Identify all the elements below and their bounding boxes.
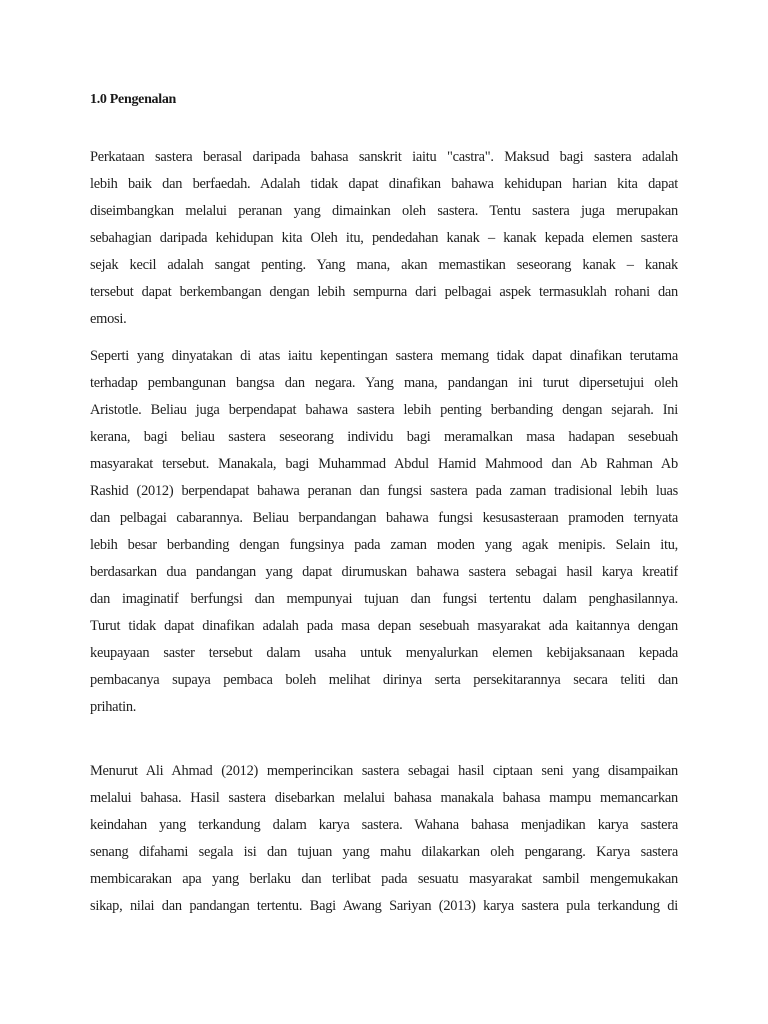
paragraph-line: Menurut Ali Ahmad (2012) memperincikan sastera sebagai hasil ciptaan seni yang disampaikan	[90, 763, 678, 779]
paragraph-line: keindahan yang terkandung dalam karya sastera. Wahana bahasa menjadikan karya sastera	[90, 817, 678, 833]
paragraph-line: Turut tidak dapat dinafikan adalah pada masa depan sesebuah masyarakat ada kaitannya dengan	[90, 618, 678, 634]
paragraph-line: dan imaginatif berfungsi dan mempunyai tujuan dan fungsi tertentu dalam penghasilannya.	[90, 591, 678, 607]
paragraph-line: Aristotle. Beliau juga berpendapat bahawa sastera lebih penting berbanding dengan sejarah. Ini	[90, 402, 678, 418]
paragraph-line: emosi.	[90, 311, 127, 327]
paragraph-line: prihatin.	[90, 699, 137, 715]
paragraph-line: dan pelbagai cabarannya. Beliau berpandangan bahawa fungsi kesusasteraan pramoden ternyata	[90, 510, 678, 526]
paragraph-line: pembacanya supaya pembaca boleh melihat dirinya serta persekitarannya secara teliti dan	[90, 672, 678, 688]
paragraph-line: membicarakan apa yang berlaku dan terlibat pada sesuatu masyarakat sambil mengemukakan	[90, 871, 678, 887]
paragraph-line: masyarakat tersebut. Manakala, bagi Muhammad Abdul Hamid Mahmood dan Ab Rahman Ab	[90, 456, 678, 472]
paragraph-line: kerana, bagi beliau sastera seseorang individu bagi meramalkan masa hadapan sesebuah	[90, 429, 678, 445]
paragraph-line: sikap, nilai dan pandangan tertentu. Bagi Awang Sariyan (2013) karya sastera pula terkandung di	[90, 898, 678, 914]
paragraph-line: Seperti yang dinyatakan di atas iaitu kepentingan sastera memang tidak dapat dinafikan terutama	[90, 348, 678, 364]
paragraph-line: terhadap pembangunan bangsa dan negara. Yang mana, pandangan ini turut dipersetujui oleh	[90, 375, 678, 391]
paragraph-line: melalui bahasa. Hasil sastera disebarkan melalui bahasa manakala bahasa mampu memancarkan	[90, 790, 678, 806]
paragraph-line: sejak kecil adalah sangat penting. Yang mana, akan memastikan seseorang kanak – kanak	[90, 257, 678, 273]
paragraph-line: senang difahami segala isi dan tujuan yang mahu dilakarkan oleh pengarang. Karya sastera	[90, 844, 678, 860]
paragraph-line: berdasarkan dua pandangan yang dapat dirumuskan bahawa sastera sebagai hasil karya kreatif	[90, 564, 678, 580]
paragraph-line: diseimbangkan melalui peranan yang dimainkan oleh sastera. Tentu sastera juga merupakan	[90, 203, 678, 219]
section-heading: 1.0 Pengenalan	[90, 92, 177, 107]
paragraph-line: tersebut dapat berkembangan dengan lebih sempurna dari pelbagai aspek termasuklah rohani dan	[90, 284, 678, 300]
paragraph-line: Rashid (2012) berpendapat bahawa peranan dan fungsi sastera pada zaman tradisional lebih luas	[90, 483, 678, 499]
paragraph-importance	[90, 343, 678, 721]
paragraph-line: lebih besar berbanding dengan fungsinya pada zaman moden yang agak menipis. Selain itu,	[90, 537, 678, 553]
paragraph-line: lebih baik dan berfaedah. Adalah tidak dapat dinafikan bahawa kehidupan harian kita dapat	[90, 176, 678, 192]
paragraph-line: keupayaan saster tersebut dalam usaha untuk menyalurkan elemen kebijaksanaan kepada	[90, 645, 678, 661]
paragraph-definition	[90, 758, 678, 920]
paragraph-line: Perkataan sastera berasal daripada bahasa sanskrit iaitu "castra". Maksud bagi sastera adalah	[90, 149, 678, 165]
paragraph-line: sebahagian daripada kehidupan kita Oleh itu, pendedahan kanak – kanak kepada elemen sastera	[90, 230, 678, 246]
paragraph-intro	[90, 144, 678, 333]
